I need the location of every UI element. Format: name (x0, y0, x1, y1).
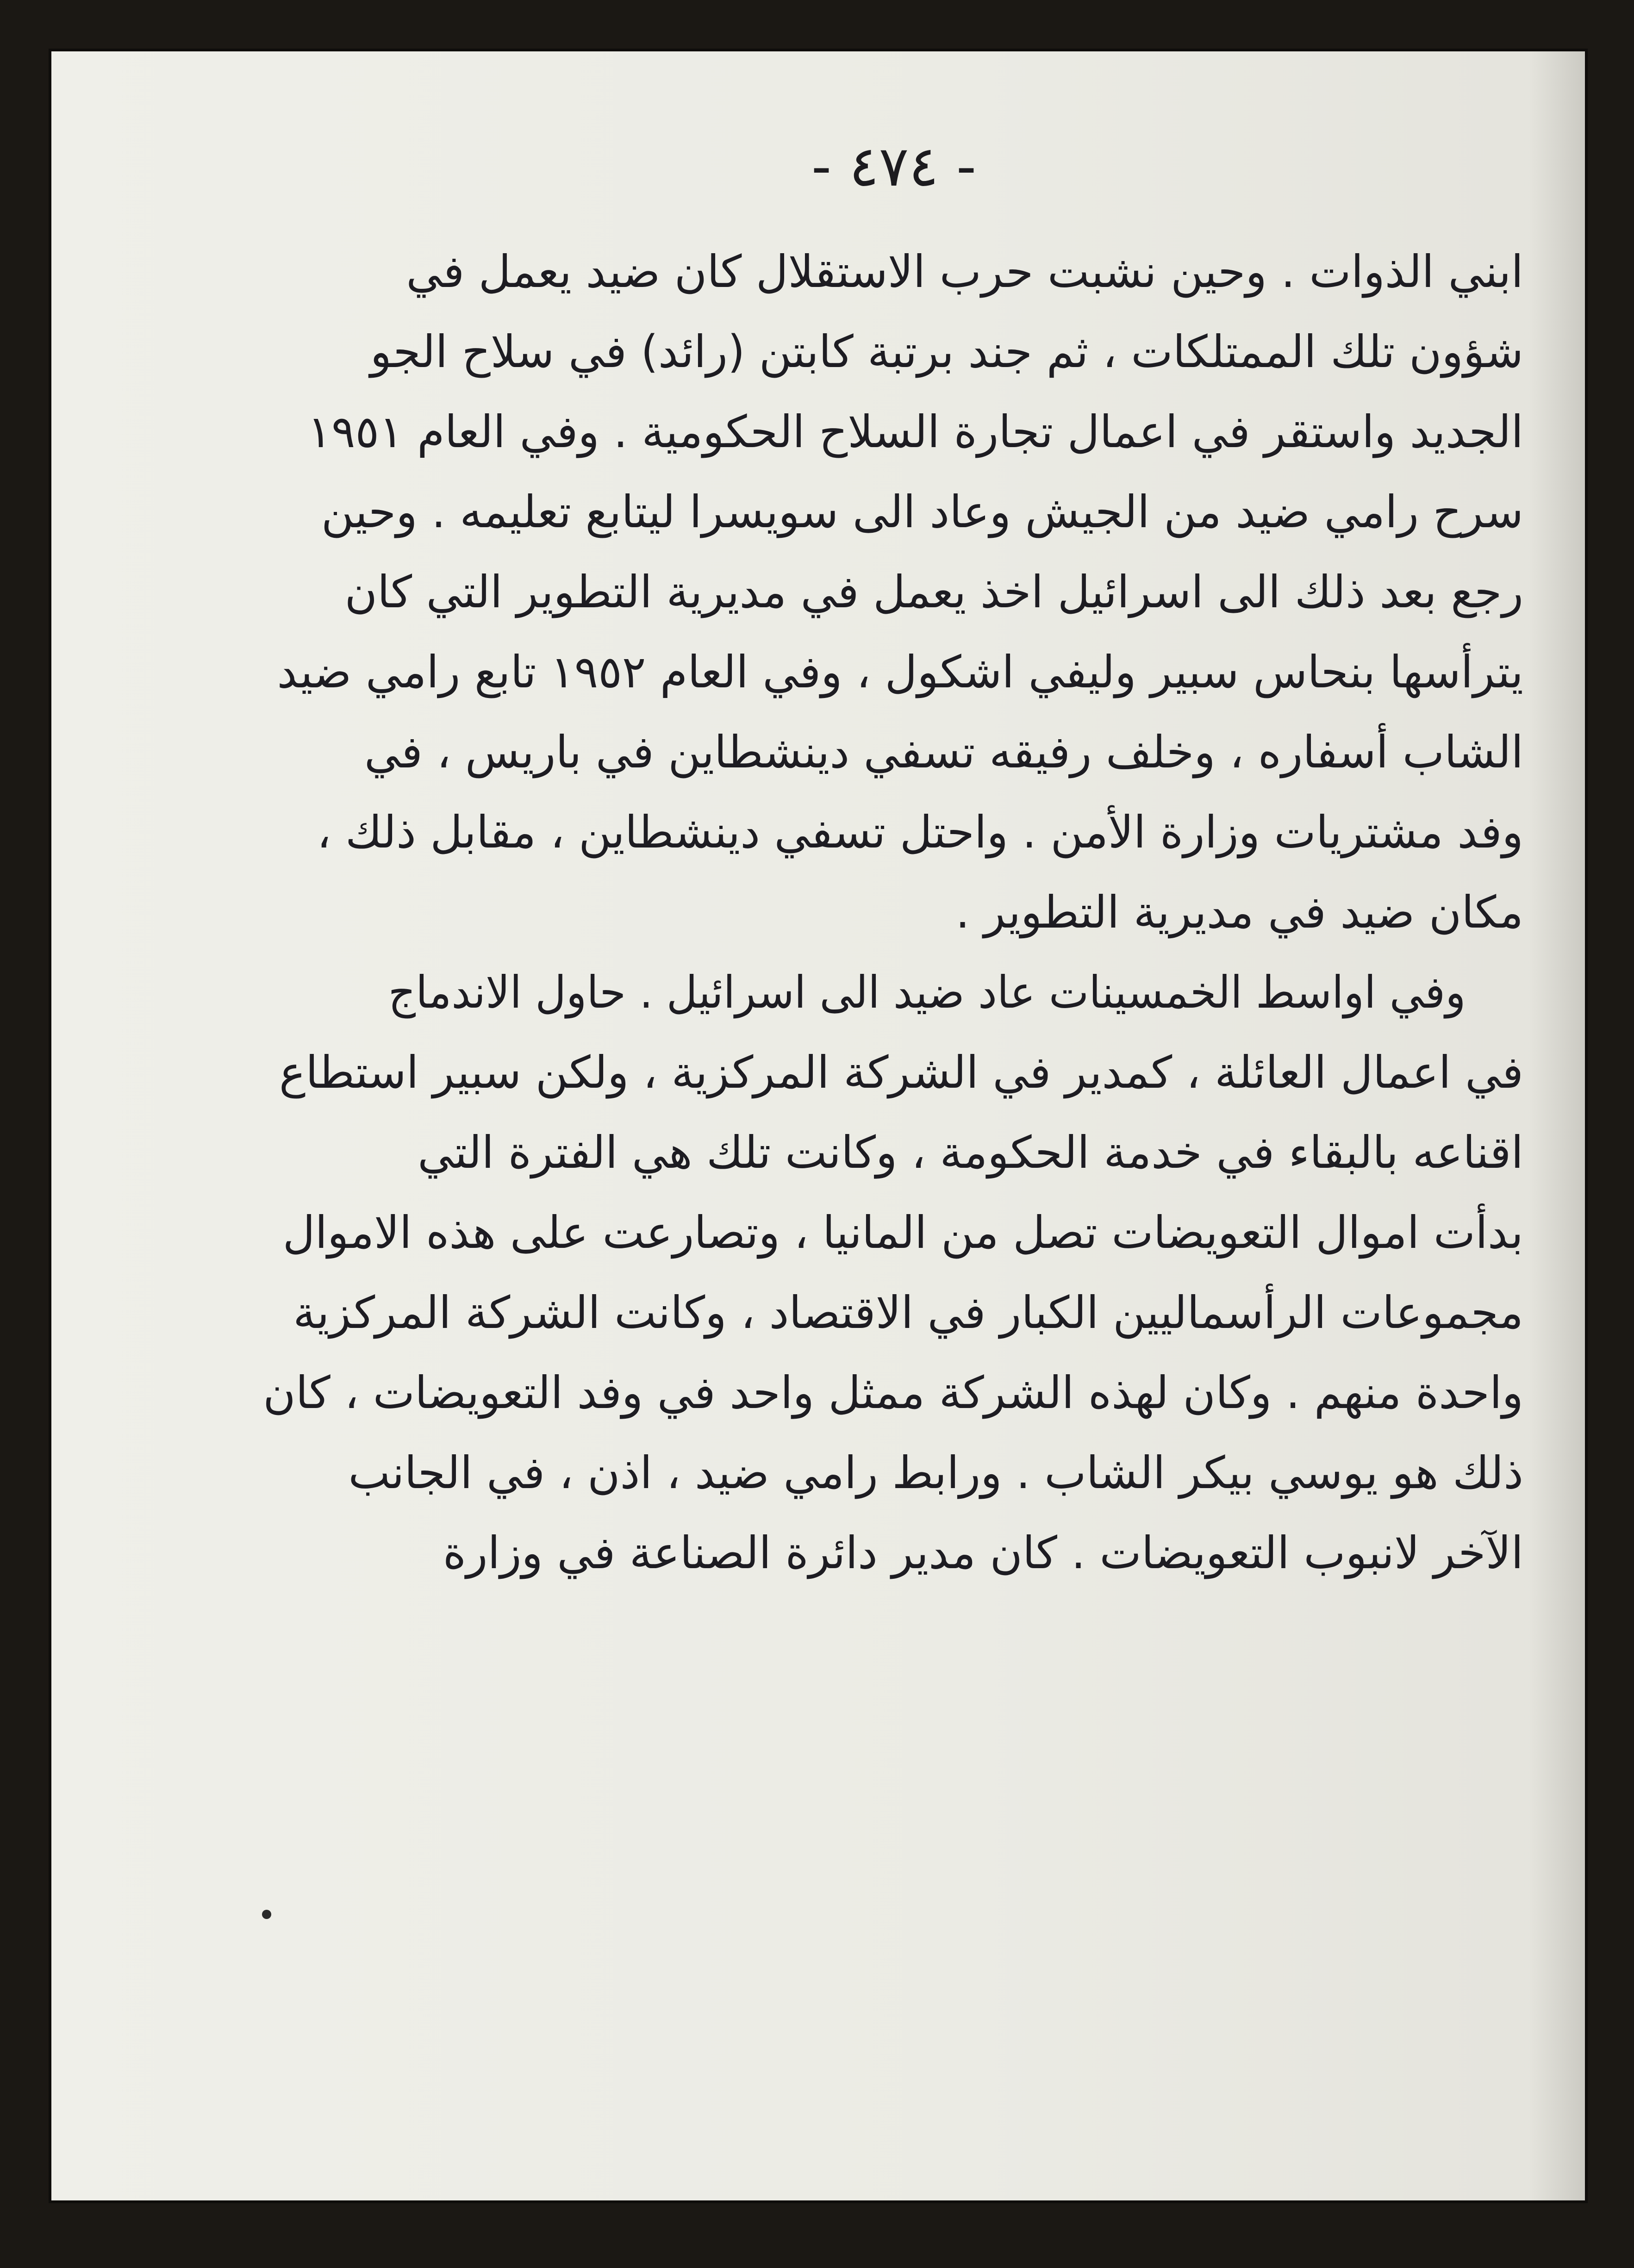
text-line: اقناعه بالبقاء في خدمة الحكومة ، وكانت تلك هي الفترة التي (418, 1127, 1523, 1178)
page-edge-shadow (1529, 51, 1585, 2200)
page-number: - ٤٧٤ - (811, 135, 977, 199)
text-line: ذلك هو يوسي بيكر الشاب . ورابط رامي ضيد ، اذن ، في الجانب (348, 1447, 1523, 1499)
text-line: وفد مشتريات وزارة الأمن . واحتل تسفي دينشطاين ، مقابل ذلك ، (317, 806, 1523, 858)
text-line: يترأسها بنحاس سبير وليفي اشكول ، وفي العام ١٩٥٢ تابع رامي ضيد (277, 646, 1523, 698)
ink-dot (262, 1910, 271, 1919)
text-line: واحدة منهم . وكان لهذه الشركة ممثل واحد في وفد التعويضات ، كان (263, 1367, 1523, 1419)
text-line: الشاب أسفاره ، وخلف رفيقه تسفي دينشطاين في باريس ، في (364, 726, 1523, 778)
text-line: مجموعات الرأسماليين الكبار في الاقتصاد ، وكانت الشركة المركزية (293, 1287, 1523, 1339)
text-line: في اعمال العائلة ، كمدير في الشركة المركزية ، ولكن سبير استطاع (279, 1047, 1523, 1098)
text-line: شؤون تلك الممتلكات ، ثم جند برتبة كابتن (رائد) في سلاح الجو (370, 326, 1523, 378)
document-page (49, 49, 1588, 2203)
text-line: ابني الذوات . وحين نشبت حرب الاستقلال كان ضيد يعمل في (406, 246, 1523, 298)
text-line: بدأت اموال التعويضات تصل من المانيا ، وتصارعت على هذه الاموال (282, 1207, 1523, 1259)
handwritten-text-body (112, 232, 1523, 1593)
text-line: الجديد واستقر في اعمال تجارة السلاح الحكومية . وفي العام ١٩٥١ (307, 406, 1523, 458)
text-line: مكان ضيد في مديرية التطوير . (955, 886, 1523, 938)
text-line: سرح رامي ضيد من الجيش وعاد الى سويسرا ليتابع تعليمه . وحين (321, 486, 1523, 538)
text-line: الآخر لانبوب التعويضات . كان مدير دائرة الصناعة في وزارة (443, 1527, 1523, 1579)
text-line: رجع بعد ذلك الى اسرائيل اخذ يعمل في مديرية التطوير التي كان (344, 566, 1523, 618)
paragraph-start-line: وفي اواسط الخمسينات عاد ضيد الى اسرائيل . حاول الاندماج (388, 966, 1466, 1018)
